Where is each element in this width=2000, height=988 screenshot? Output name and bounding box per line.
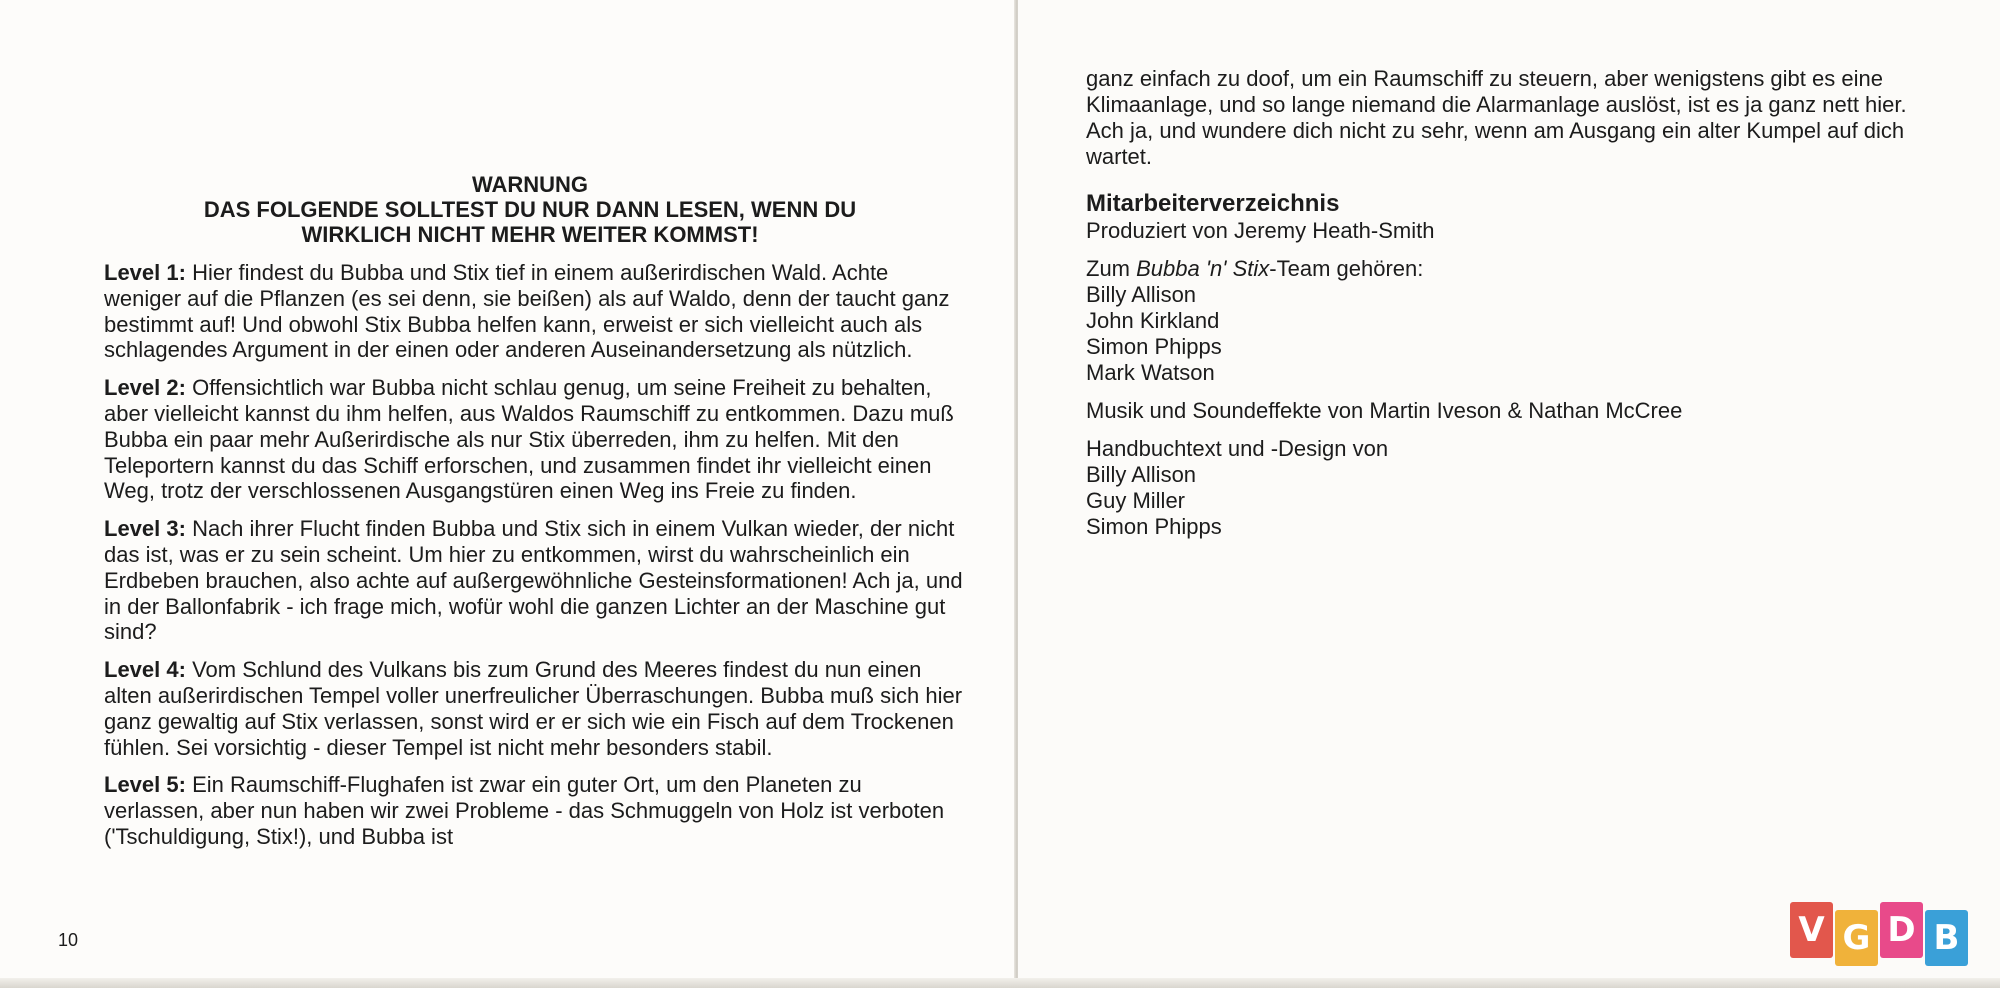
- manual-author: Billy Allison: [1086, 462, 1197, 487]
- right-column: [1086, 66, 1946, 540]
- team-member: John Kirkland: [1086, 308, 1220, 333]
- warning-line-2: WIRKLICH NICHT MEHR WEITER KOMMST!: [301, 222, 759, 247]
- music-credit: Musik und Soundeffekte von Martin Iveson & Nathan McCree: [1086, 398, 1683, 423]
- team-member: Billy Allison: [1086, 282, 1197, 307]
- watermark-letter-v: V: [1790, 902, 1833, 958]
- manual-author-list: [1086, 462, 1946, 540]
- manual-author: Guy Miller: [1086, 488, 1186, 513]
- level-5-paragraph: [104, 772, 964, 849]
- level-3-paragraph: [104, 516, 964, 645]
- manual-intro: Handbuchtext und -Design von: [1086, 436, 1389, 461]
- level-4-paragraph: [104, 657, 964, 760]
- level-5-continuation: ganz einfach zu doof, um ein Raumschiff zu steuern, aber wenigstens gibt es eine Klimaanlage, und so lange niemand die Alarmanlage auslöst, ist es ja ganz nett hier. Ach ja, und wundere dich nicht zu sehr, wenn am Ausgang ein alter Kumpel auf dich wartet.: [1086, 66, 1907, 169]
- warning-line-1: DAS FOLGENDE SOLLTEST DU NUR DANN LESEN, WENN DU: [203, 197, 857, 222]
- producer-line: Produziert von Jeremy Heath-Smith: [1086, 218, 1435, 243]
- watermark-letter-b: B: [1925, 910, 1968, 966]
- credits-heading: Mitarbeiterverzeichnis: [1086, 190, 1340, 217]
- team-list: [1086, 282, 1946, 386]
- page-bottom-edge: [0, 978, 2000, 988]
- manual-author: Simon Phipps: [1086, 514, 1222, 539]
- team-member: Simon Phipps: [1086, 334, 1222, 359]
- team-intro-prefix: Zum: [1086, 256, 1137, 281]
- level-2-text: Offensichtlich war Bubba nicht schlau genug, um seine Freiheit zu behalten, aber vielleicht kannst du ihm helfen, aus Waldos Raumschiff zu entkommen. Dazu muß Bubba ein paar mehr Außerirdische als nur Stix überreden, ihm zu helfen. Mit den Teleportern kannst du das Schiff erforschen, und zusammen findet ihr vielleicht einen Weg, trotz der verschlossenen Ausgangstüren einen Weg ins Freie zu finden.: [104, 375, 954, 504]
- level-3-label: Level 3:: [104, 516, 186, 542]
- level-1-paragraph: [104, 260, 964, 363]
- level-walkthrough: [104, 260, 964, 862]
- level-2-label: Level 2:: [104, 375, 186, 401]
- page-number-left: 10: [58, 930, 79, 950]
- watermark-letter-d: D: [1880, 902, 1923, 958]
- level-1-label: Level 1:: [104, 260, 186, 285]
- team-intro: [1086, 256, 1946, 282]
- level-4-label: Level 4:: [104, 657, 186, 683]
- warning-title: WARNUNG: [471, 172, 589, 197]
- team-member: Mark Watson: [1086, 360, 1215, 385]
- level-5-text: Ein Raumschiff-Flughafen ist zwar ein guter Ort, um den Planeten zu verlassen, aber nun haben wir zwei Probleme - das Schmuggeln von Holz ist verboten ('Tschuldigung, Stix!), und Bubba ist: [104, 772, 945, 849]
- level-2-paragraph: [104, 375, 964, 504]
- warning-block: [100, 172, 960, 247]
- level-4-text: Vom Schlund des Vulkans bis zum Grund des Meeres findest du nun einen alten außerirdischen Tempel voller unerfreulicher Überraschungen. Bubba muß sich hier ganz gewaltig auf Stix verlassen, sonst wird er er sich wie ein Fisch auf dem Trockenen fühlen. Sei vorsichtig - dieser Tempel ist nicht mehr besonders stabil.: [104, 657, 963, 760]
- team-intro-suffix: -Team gehören:: [1269, 256, 1424, 281]
- game-title: Bubba 'n' Stix: [1136, 256, 1270, 281]
- watermark-letter-g: G: [1835, 910, 1878, 966]
- level-5-label: Level 5:: [104, 772, 186, 798]
- level-1-text: Hier findest du Bubba und Stix tief in einem außerirdischen Wald. Achte weniger auf die Pflanzen (es sei denn, sie beißen) als auf Waldo, denn der taucht ganz bestimmt auf! Und obwohl Stix Bubba helfen kann, erweist er sich vielleicht auch als schlagendes Argument in der einen oder anderen Auseinandersetzung als nützlich.: [104, 260, 950, 363]
- vgdb-watermark: [1790, 902, 1968, 964]
- level-3-text: Nach ihrer Flucht finden Bubba und Stix sich in einem Vulkan wieder, der nicht das ist, was er zu sein scheint. Um hier zu entkommen, wirst du wahrscheinlich ein Erdbeben brauchen, also achte auf außergewöhnliche Gesteinsformationen! Ach ja, und in der Ballonfabrik - ich frage mich, wofür wohl die ganzen Lichter an der Maschine gut sind?: [104, 516, 963, 645]
